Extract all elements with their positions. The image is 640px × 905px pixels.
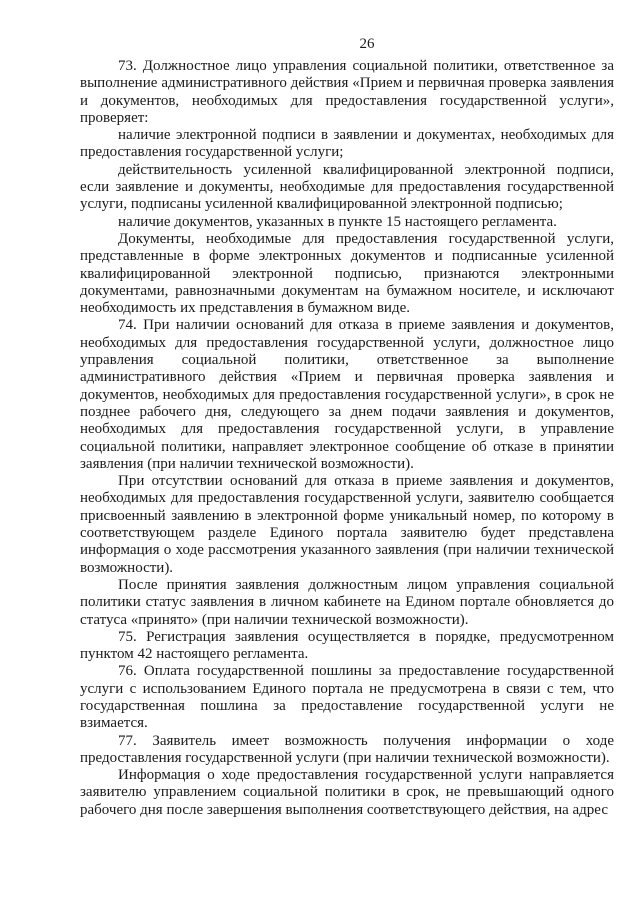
paragraph-electronic-signature: наличие электронной подписи в заявлении и документах, необходимых для предоставления государственной услуги; [80,127,614,161]
paragraph-76: 76. Оплата государственной пошлины за предоставление государственной услуги с использованием Единого портала не предусмотрена в связи с тем, что государственная пошлина за предоставление государственной услуги не взимается. [80,663,614,732]
paragraph-75: 75. Регистрация заявления осуществляется в порядке, предусмотренном пунктом 42 настоящего регламента. [80,628,614,663]
paragraph-documents-presence: наличие документов, указанных в пункте 15 настоящего регламента. [118,213,557,230]
paragraph-progress-information: Информация о ходе предоставления государственной услуги направляется заявителю управлением социальной политики в срок, не превышающий одного рабочего дня после завершения выполнения соответствующего действия, на адрес [80,767,614,818]
paragraph-77: 77. Заявитель имеет возможность получения информации о ходе предоставления государственной услуги (при наличии технической возможности). [80,732,614,766]
paragraph-status-accepted: После принятия заявления должностным лицом управления социальной политики статус заявления в личном кабинете на Едином портале обновляется до статуса «принято» (при наличии технической возможности). [80,576,614,628]
paragraph-electronic-documents: Документы, необходимые для предоставления государственной услуги, представленные в форме электронных документов и подписанные усиленной квалифицированной электронной подписью, признаются электронными документами, равнозначными документам на бумажном носителе, и исключают необходимость их представления в бумажном виде. [80,230,614,317]
paragraph-73: 73. Должностное лицо управления социальной политики, ответственное за выполнение административного действия «Прием и первичная проверка заявления и документов, необходимых для предоставления государственной услуги», проверяет: [80,58,614,126]
paragraph-no-grounds-for-refusal: При отсутствии оснований для отказа в приеме заявления и документов, необходимых для предоставления государственной услуги, заявителю сообщается присвоенный заявлению в электронной форме уникальный номер, по которому в соответствующем разделе Единого портала заявителю будет представлена информация о ходе рассмотрения указанного заявления (при наличии технической возможности). [80,473,614,576]
paragraph-signature-validity: действительность усиленной квалифицированной электронной подписи, если заявление и документы, необходимые для предоставления государственной услуги, подписаны усиленной квалифицированной электронной подписью; [80,161,614,213]
page-number: 26 [359,36,375,52]
paragraph-74: 74. При наличии оснований для отказа в приеме заявления и документов, необходимых для предоставления государственной услуги, должностное лицо управления социальной политики, ответственное за выполнение административного действия «Прием и первичная проверка заявления и документов, необходимых для предоставления государственной услуги», в срок не позднее рабочего дня, следующего за днем подачи заявления и документов, необходимых для предоставления государственной услуги, в управление социальной политики, направляет электронное сообщение об отказе в принятии заявления (при наличии технической возможности). [80,317,614,472]
